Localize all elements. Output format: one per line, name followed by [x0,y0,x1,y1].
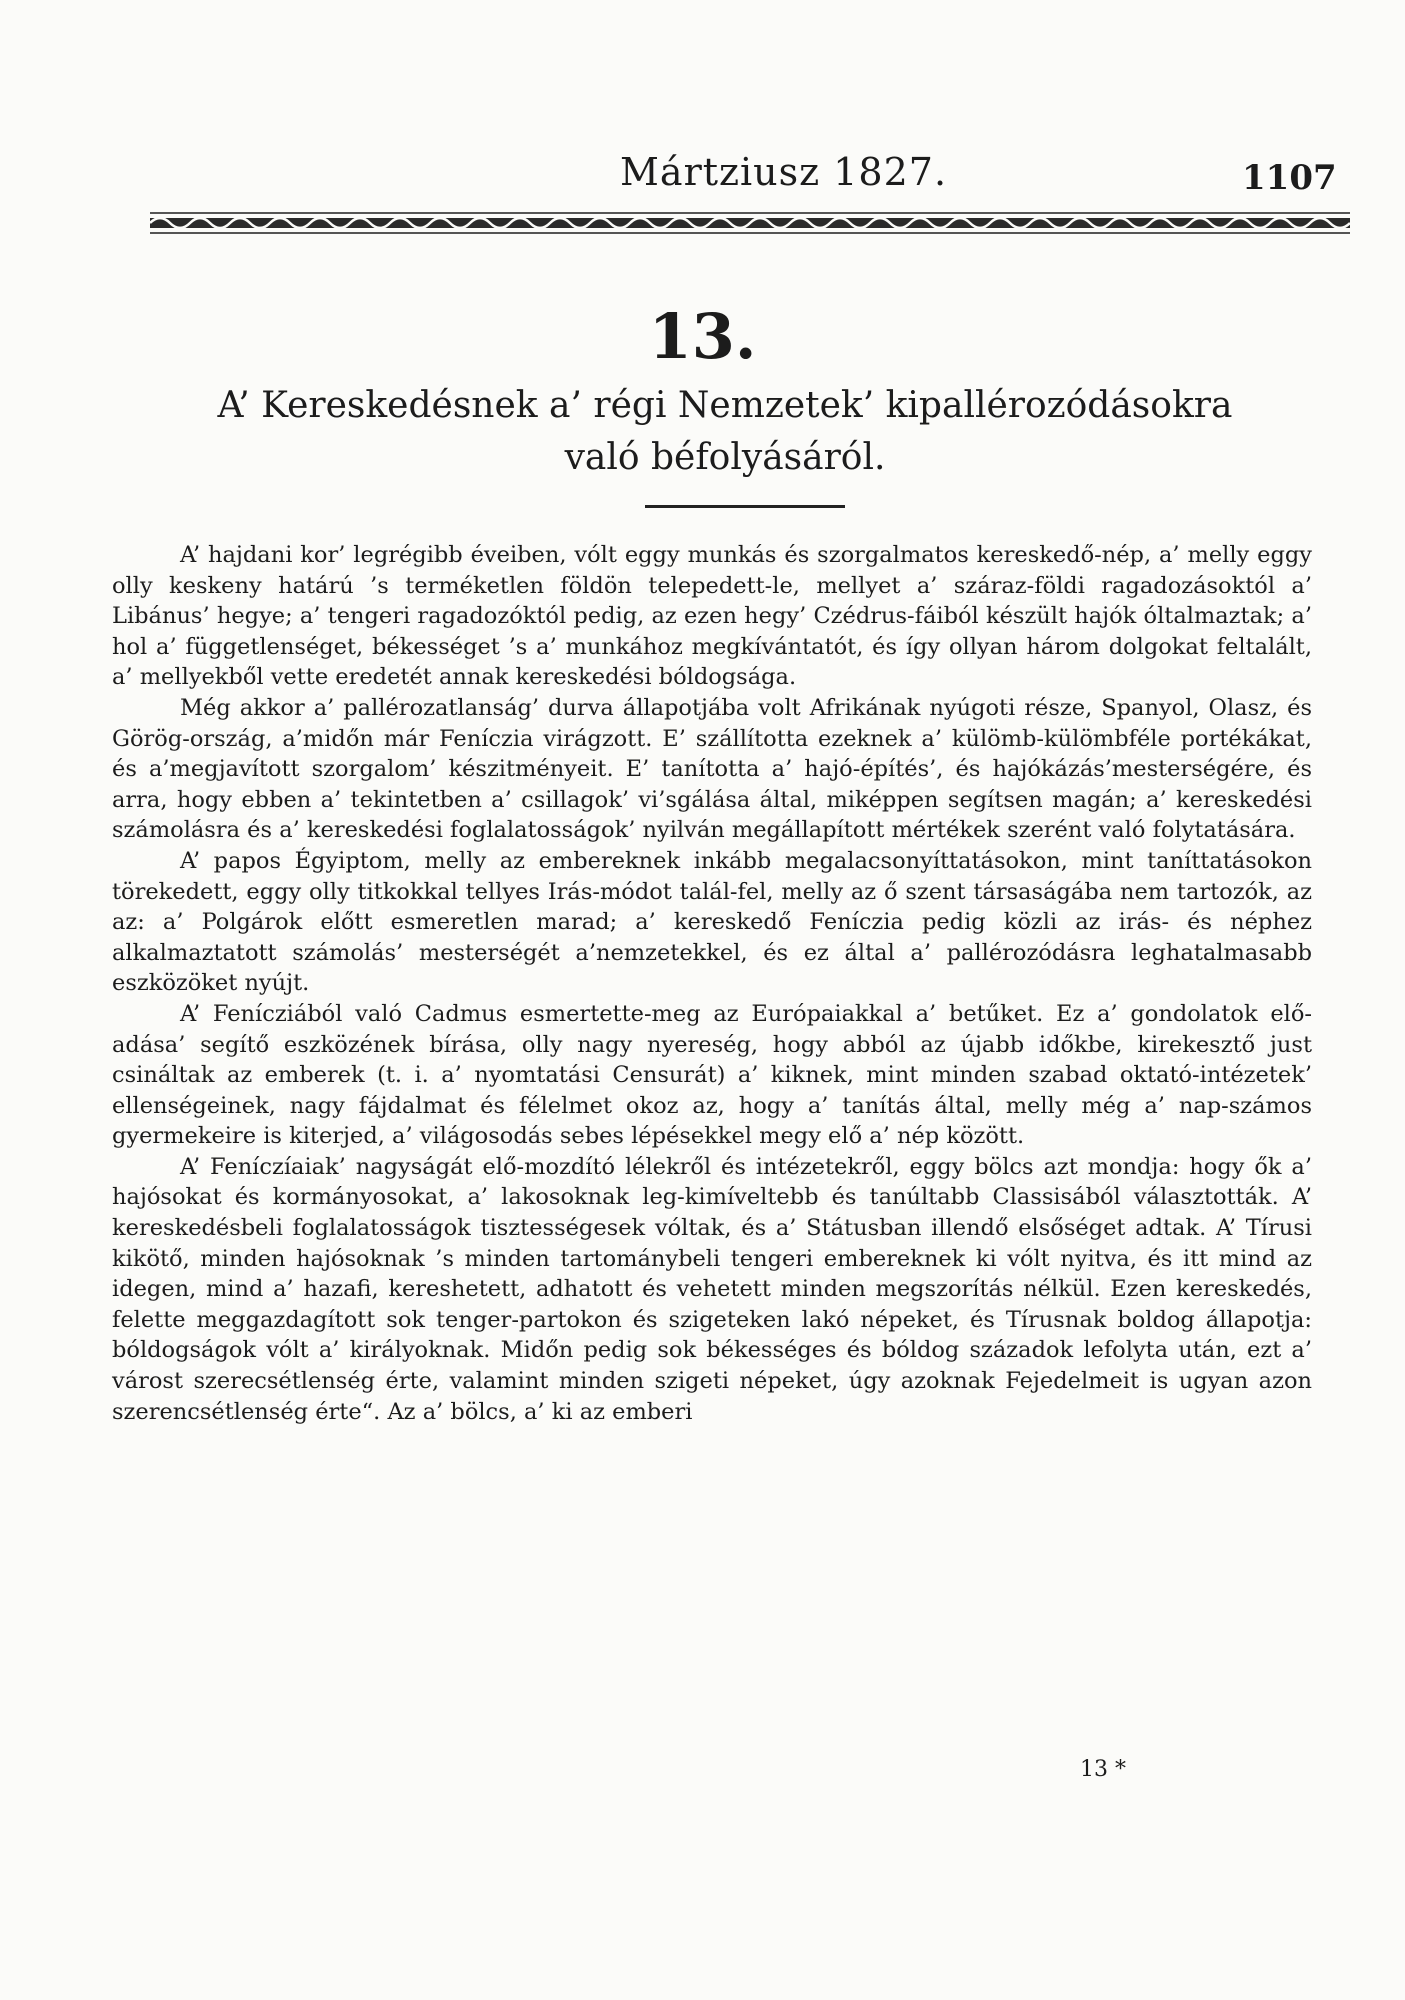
signature-mark: 13 * [1080,1757,1126,1782]
paragraph-4: A’ Fenícziából való Cadmus esmertette-meg az Európaiakkal a’ betűket. Ez a’ gondolatok elő-adása’ segítő eszközének bírása, olly nagy nyereség, hogy abból az újabb időkbe, kirekesztő just csináltak az emberek (t. i. a’ nyomtatási Censurát) a’ kiknek, mint minden szabad oktató-intézetek’ ellenségeinek, nagy fájdalmat és félelmet okoz az, hogy a’ tanítás által, melly még a’ nap-számos gyermekeire is kiterjed, a’ világosodás sebes lépésekkel megy elő a’ nép között. [112,1000,1312,1150]
running-header [0,150,1405,210]
chapter-title-line-1: A’ Kereskedésnek a’ régi Nemzetek’ kipallérozódásokra [217,385,1233,426]
paragraph-3: A’ papos Égyiptom, melly az embereknek inkább megalacsonyíttatásokon, mint taníttatásokon törekedett, eggy olly titkokkal tellyes Irás-módot talál-fel, melly az ő szent társaságába nem tartozók, az az: a’ Polgárok előtt esmeretlen marad; a’ kereskedő Feníczia pedig közli az irás- és néphez alkalmaztatott számolás’ mesterségét a’nemzetekkel, és ez által a’ pallérozódásra leghatalmasabb eszközöket nyújt. [112,847,1312,997]
paragraph-5: A’ Feníczíaiak’ nagyságát elő-mozdító lélekről és intézetekről, eggy bölcs azt mondja: hogy ők a’ hajósokat és kormányosokat, a’ lakosoknak leg-kimíveltebb és tanúltabb Classisából választották. A’ kereskedésbeli foglalatosságok tisztességesek vóltak, és a’ Státusban illendő elsőséget adtak. A’ Tírusi kikötő, minden hajósoknak ’s minden tartománybeli tengeri embereknek ki vólt nyitva, és itt mind az idegen, mind a’ hazafi, kereshetett, adhatott és vehetett minden megszorítás nélkül. Ezen kereskedés, felette meggazdagított sok tenger-partokon és szigeteken lakó népeket, és Tírusnak boldog állapotja: bóldogságok vólt a’ királyoknak. Midőn pedig sok békességes és bóldog századok lefolyta után, ezt a’ várost szerecsétlenség érte, valamint minden szigeti népeket, úgy azoknak Fejedelmeit is ugyan azon szerencsétlenség érte“. Az a’ bölcs, a’ ki az emberi [112,1153,1312,1425]
paragraph-1: A’ hajdani kor’ legrégibb éveiben, vólt eggy munkás és szorgalmatos kereskedő-nép, a’ melly eggy olly keskeny határú ’s terméketlen földön telepedett-le, mellyet a’ száraz-földi ragadozásoktól a’ Libánus’ hegye; a’ tengeri ragadozóktól pedig, az ezen hegy’ Czédrus-fáiból készült hajók óltalmaztak; a’ hol a’ függetlenséget, békességet ’s a’ munkához megkívántatót, és így ollyan három dolgokat feltalált, a’ mellyekből vette eredetét annak kereskedési bóldogsága. [112,542,1312,691]
paragraph-2: Még akkor a’ pallérozatlanság’ durva állapotjába volt Afrikának nyúgoti része, Spanyol, Olasz, és Görög-ország, a’midőn már Feníczia virágzott. E’ szállította ezeknek a’ külömb-külömbféle portékákat, és a’megjavított szorgalom’ készitményeit. E’ tanította a’ hajó-építés’, és hajókázás’mesterségére, és arra, hogy ebben a’ tekintetben a’ csillagok’ vi’sgálása által, miképpen segítsen magán; a’ kereskedési számolásra és a’ kereskedési foglalatosságok’ nyilván megállapított mértékek szerént való folytatására. [112,694,1312,844]
title-rule [645,505,845,508]
chapter-title [200,380,1250,484]
chapter-number: 13. [648,300,757,373]
page-number: 1107 [1242,158,1337,198]
decorative-rule [150,210,1350,236]
chapter-title-line-2: való béfolyásáról. [564,437,886,478]
running-title: Mártziusz 1827. [620,150,948,194]
body-text [112,540,1312,1427]
